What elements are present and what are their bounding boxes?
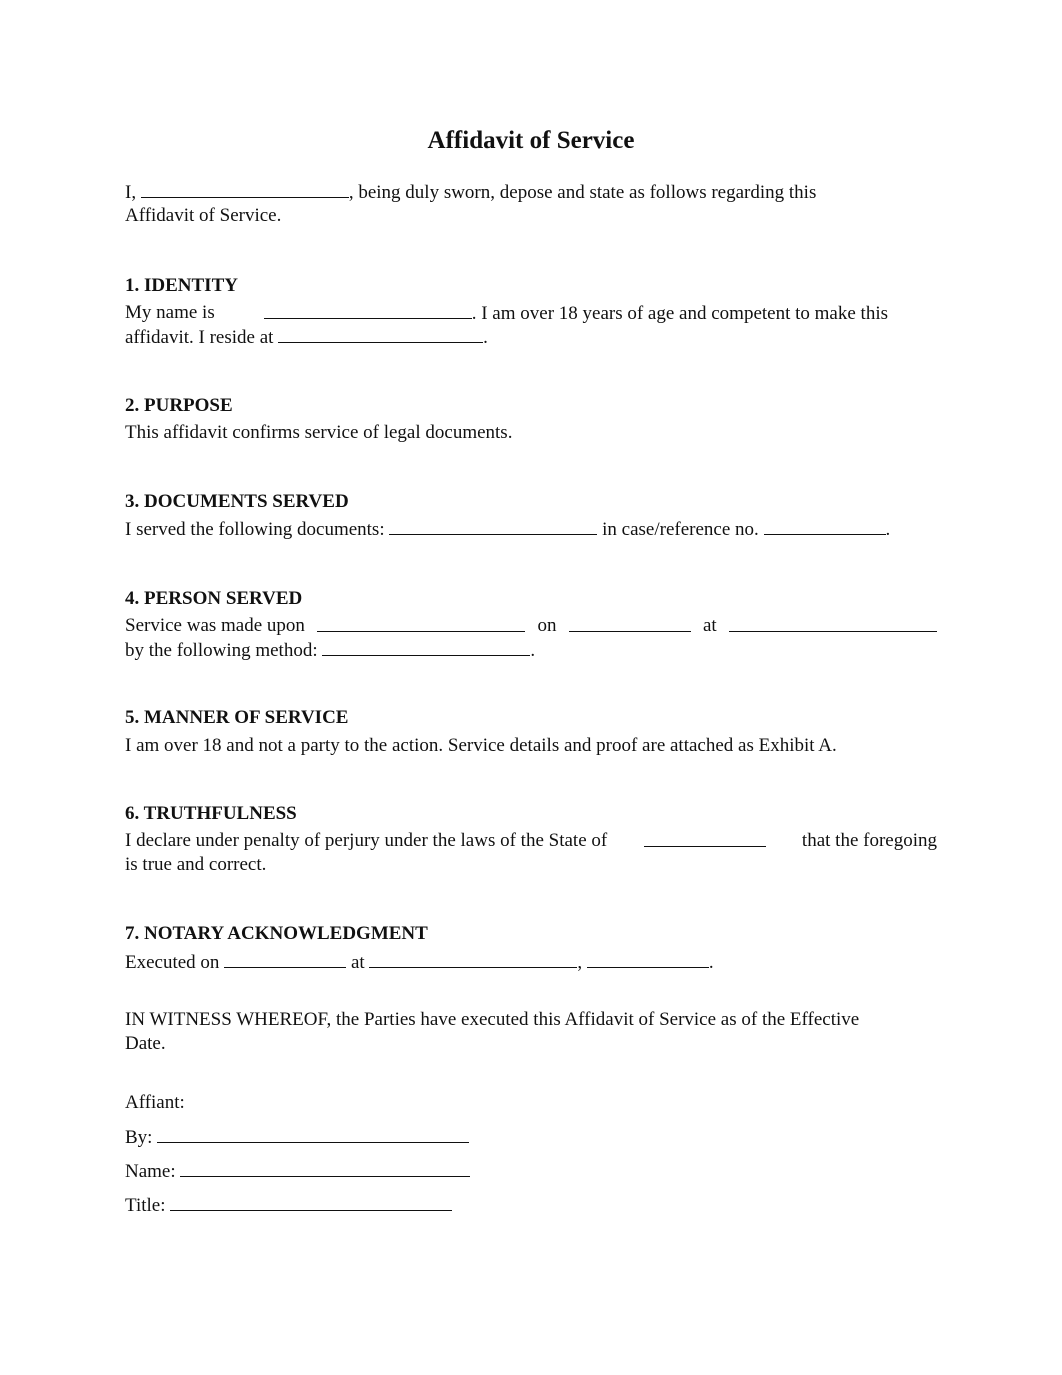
documents-text-a: I served the following documents: [125, 519, 385, 540]
execution-date-blank[interactable] [224, 950, 346, 968]
signature-title-row [125, 1193, 452, 1218]
identity-text-d: . [483, 327, 488, 348]
service-date-blank[interactable] [569, 614, 691, 632]
signature-name-blank[interactable] [180, 1159, 470, 1177]
intro-line-2: Affidavit of Service. [125, 205, 282, 226]
truthfulness-paragraph [125, 829, 937, 877]
person-served-line-1 [125, 614, 937, 638]
documents-list-blank[interactable] [389, 517, 597, 535]
signature-title-label: Title: [125, 1195, 166, 1216]
purpose-text: This affidavit confirms service of legal documents. [125, 422, 513, 443]
intro-line-1 [125, 180, 937, 204]
witness-line-1: IN WITNESS WHEREOF, the Parties have executed this Affidavit of Service as of the Effective [125, 1009, 860, 1030]
person-text-c: at [702, 615, 717, 636]
section-heading-person-served: 4. PERSON SERVED [125, 588, 303, 609]
person-text-d: by the following method: [125, 640, 318, 661]
signature-by-row [125, 1125, 469, 1150]
state-blank[interactable] [644, 829, 766, 847]
person-served-name-blank[interactable] [317, 614, 525, 632]
identity-text-c: affidavit. I reside at [125, 327, 274, 348]
witness-line-2: Date. [125, 1033, 166, 1054]
section-heading-purpose: 2. PURPOSE [125, 395, 233, 416]
section-heading-manner-of-service: 5. MANNER OF SERVICE [125, 707, 349, 728]
notary-text-b: at [350, 952, 365, 973]
case-reference-blank[interactable] [764, 517, 886, 535]
intro-prefix: I, [125, 182, 137, 203]
person-text-b: on [537, 615, 557, 636]
identity-paragraph [125, 301, 937, 349]
section-heading-truthfulness: 6. TRUTHFULNESS [125, 803, 297, 824]
person-served-paragraph [125, 614, 937, 662]
signature-party-label: Affiant: [125, 1092, 185, 1113]
signature-title-blank[interactable] [170, 1193, 452, 1211]
documents-served-paragraph [125, 517, 937, 541]
notary-text-a: Executed on [125, 952, 220, 973]
identity-line-1 [125, 301, 937, 325]
person-served-line-2 [125, 638, 937, 662]
truthfulness-line-2: is true and correct. [125, 854, 267, 875]
execution-state-blank[interactable] [587, 950, 709, 968]
intro-paragraph [125, 180, 937, 228]
purpose-paragraph [125, 421, 937, 445]
identity-name-blank[interactable] [264, 301, 472, 319]
identity-residence-blank[interactable] [278, 325, 483, 343]
service-method-blank[interactable] [322, 638, 530, 656]
service-location-blank[interactable] [729, 614, 937, 632]
signature-name-row [125, 1159, 470, 1184]
notary-text-c: , [577, 952, 583, 973]
manner-text: I am over 18 and not a party to the action. Service details and proof are attached as Exhibit A. [125, 735, 837, 756]
identity-text-b: . I am over 18 years of age and competent to make this [471, 303, 888, 324]
signature-name-label: Name: [125, 1161, 176, 1182]
intro-suffix: , being duly sworn, depose and state as follows regarding this [348, 182, 817, 203]
notary-text-d: . [708, 952, 714, 973]
execution-city-blank[interactable] [369, 950, 577, 968]
document-title: Affidavit of Service [427, 127, 635, 154]
identity-line-2 [125, 325, 937, 349]
identity-text-a: My name is [125, 302, 215, 323]
truthfulness-text-a: I declare under penalty of perjury under the laws of the State of [125, 830, 608, 851]
person-text-e: . [530, 640, 536, 661]
signature-by-blank[interactable] [157, 1125, 469, 1143]
notary-paragraph [125, 950, 937, 974]
affiant-name-blank[interactable] [141, 180, 349, 198]
documents-text-c: . [885, 519, 891, 540]
truthfulness-line-1 [125, 829, 937, 853]
person-text-a: Service was made upon [125, 615, 305, 636]
manner-paragraph [125, 734, 937, 758]
documents-text-b: in case/reference no. [602, 519, 759, 540]
truthfulness-text-b: that the foregoing [801, 830, 937, 851]
documents-served-line [125, 517, 937, 541]
section-heading-documents-served: 3. DOCUMENTS SERVED [125, 491, 349, 512]
witness-paragraph [125, 1008, 937, 1056]
section-heading-identity: 1. IDENTITY [125, 275, 238, 296]
signature-by-label: By: [125, 1127, 153, 1148]
section-heading-notary: 7. NOTARY ACKNOWLEDGMENT [125, 923, 428, 944]
notary-line [125, 950, 937, 974]
